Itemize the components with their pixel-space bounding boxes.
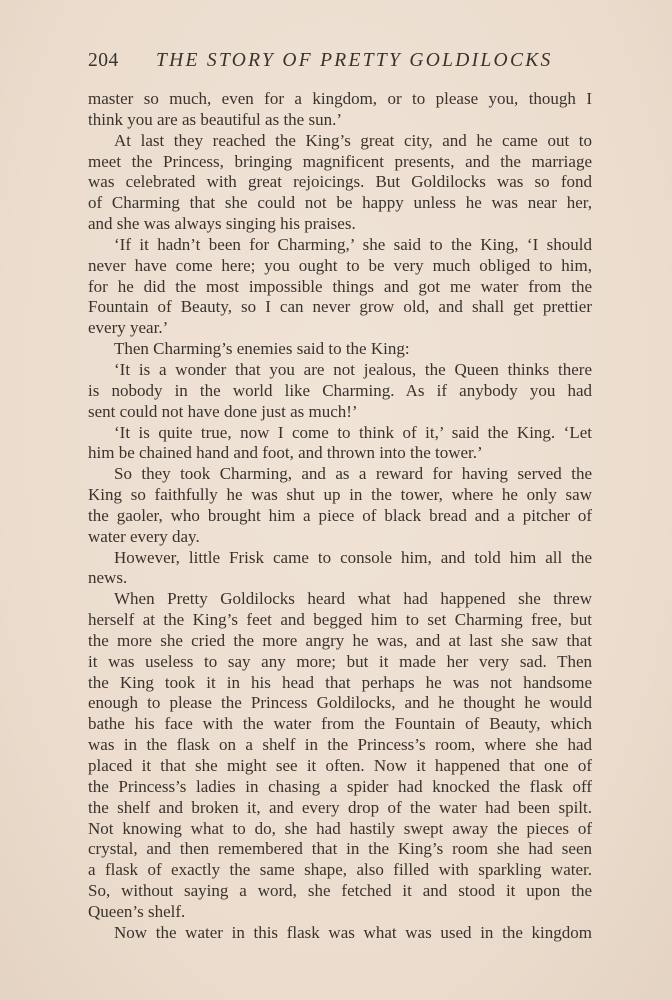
text-line: Then Charming’s enemies said to the King:	[114, 339, 410, 359]
text-line: placed it that she might see it often. Now it happened that one of	[88, 756, 592, 775]
text-line: a flask of exactly the same shape, also filled with sparkling water.	[88, 860, 592, 880]
page-header	[88, 49, 596, 73]
text-line: of Charming that she could not be happy unless he was near her,	[88, 193, 592, 213]
text-line: the gaoler, who brought him a piece of black bread and a pitcher of	[88, 505, 592, 525]
text-line: ‘If it hadn’t been for Charming,’ she said to the King, ‘I should	[114, 234, 592, 254]
text-line: it was useless to say any more; but it made her very sad. Then	[88, 651, 592, 671]
text-line: herself at the King’s feet and begged him to set Charming free, but	[88, 610, 592, 630]
text-line: So, without saying a word, she fetched it and stood it upon the	[88, 881, 592, 901]
text-line: However, little Frisk came to console him, and told him all the	[114, 547, 592, 567]
text-line: for he did the most impossible things and got me water from the	[88, 276, 592, 296]
text-line: At last they reached the King’s great city, and he came out to	[114, 130, 592, 150]
text-line: was celebrated with great rejoicings. But Goldilocks was so fond	[88, 172, 592, 192]
text-line: him be chained hand and foot, and thrown into the tower.’	[88, 443, 483, 463]
text-line: enough to please the Princess Goldilocks, and he thought he would	[88, 693, 592, 713]
text-line: ‘It is a wonder that you are not jealous, the Queen thinks there	[114, 359, 592, 379]
text-line: water every day.	[88, 526, 200, 546]
text-line: the Princess’s ladies in chasing a spider had knocked the flask off	[88, 776, 592, 796]
text-line: Fountain of Beauty, so I can never grow old, and shall get prettier	[88, 297, 592, 317]
text-line: When Pretty Goldilocks heard what had happened she threw	[114, 589, 592, 609]
text-line: So they took Charming, and as a reward for having served the	[114, 464, 592, 484]
text-line: bathe his face with the water from the Fountain of Beauty, which	[88, 714, 592, 734]
text-line: meet the Princess, bringing magnificent presents, and the marriage	[88, 151, 592, 171]
text-line: ‘It is quite true, now I come to think of it,’ said the King. ‘Let	[114, 422, 592, 442]
page-number: 204	[88, 50, 119, 71]
text-line: crystal, and then remembered that in the King’s room she had seen	[88, 839, 592, 859]
text-line: master so much, even for a kingdom, or to please you, though I	[88, 89, 592, 108]
text-line: think you are as beautiful as the sun.’	[88, 109, 342, 129]
text-line: was in the flask on a shelf in the Princess’s room, where she had	[88, 735, 592, 755]
text-line: King so faithfully he was shut up in the tower, where he only saw	[88, 485, 592, 505]
running-title: THE STORY OF PRETTY GOLDILOCKS	[156, 50, 553, 71]
text-line: news.	[88, 568, 128, 588]
text-line: Now the water in this flask was what was used in the kingdom	[114, 922, 592, 942]
text-line: is nobody in the world like Charming. As if anybody you had	[88, 380, 592, 400]
text-line: never have come here; you ought to be very much obliged to him,	[88, 255, 592, 275]
text-line: Not knowing what to do, she had hastily swept away the pieces of	[88, 818, 592, 838]
text-line: every year.’	[88, 318, 169, 338]
text-line: the King took it in his head that perhaps he was not handsome	[88, 672, 592, 692]
text-line: sent could not have done just as much!’	[88, 401, 358, 421]
body-text	[88, 89, 592, 944]
text-line: the more she cried the more angry he was, and at last she saw that	[88, 630, 592, 650]
text-line: Queen’s shelf.	[88, 901, 186, 921]
text-line: the shelf and broken it, and every drop of the water had been spilt.	[88, 797, 592, 817]
text-line: and she was always singing his praises.	[88, 214, 356, 234]
